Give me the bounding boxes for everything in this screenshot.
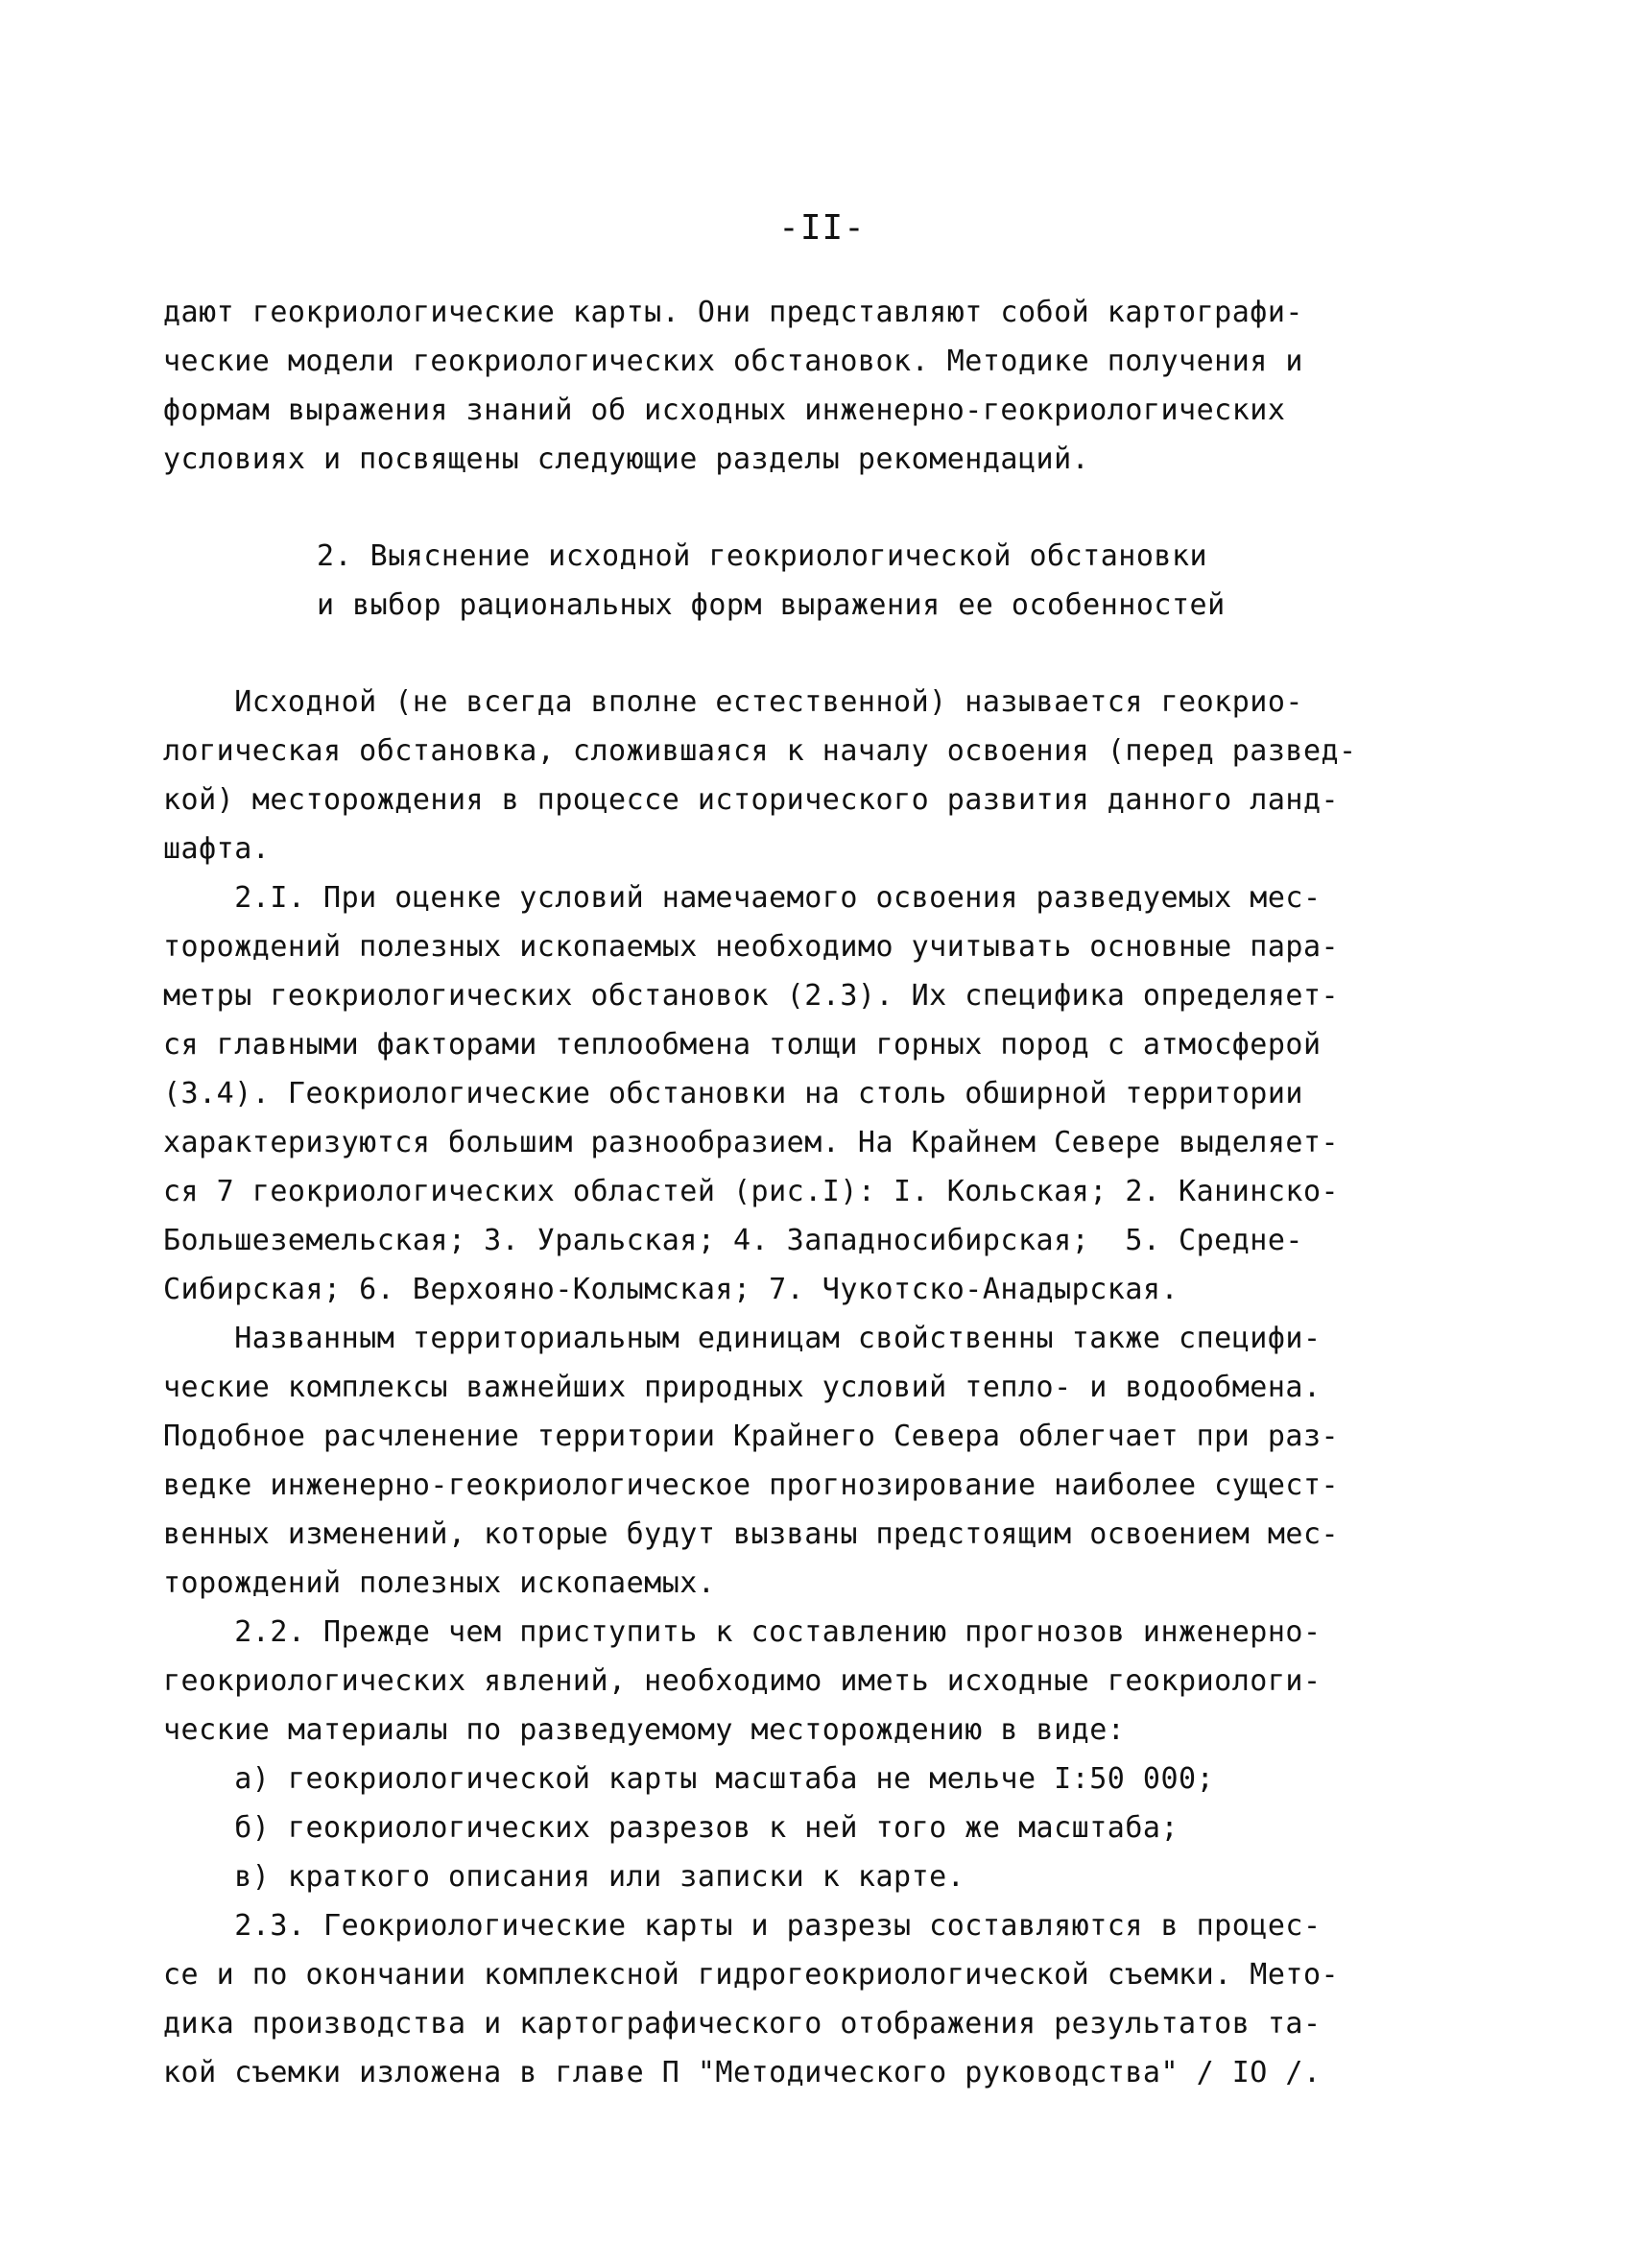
paragraph-2-3 <box>163 1901 1488 2097</box>
paragraph-definition <box>163 678 1488 873</box>
list-item-a <box>163 1755 1488 1803</box>
text-line: Сибирская; 6. Верхояно-Колымская; 7. Чукотско-Анадырская. <box>163 1273 1179 1306</box>
paragraph-2-2 <box>163 1608 1488 1755</box>
text-line: кой) месторождения в процессе исторического развития данного ланд- <box>163 783 1340 817</box>
text-line: ведке инженерно-геокриологическое прогнозирование наиболее сущест- <box>163 1468 1340 1502</box>
text-line: торождений полезных ископаемых. <box>163 1566 716 1600</box>
text-line: дают геокриологические карты. Они представляют собой картографи- <box>163 296 1303 329</box>
text-line: 2.I. При оценке условий намечаемого освоения разведуемых мес- <box>163 881 1322 915</box>
paragraph-regions <box>163 1314 1488 1608</box>
text-line: геокриологических явлений, необходимо иметь исходные геокриологи- <box>163 1664 1322 1698</box>
text-line: ческие материалы по разведуемому месторождению в виде: <box>163 1713 1126 1747</box>
text-line: условиях и посвящены следующие разделы рекомендаций. <box>163 442 1090 476</box>
text-line: логическая обстановка, сложившаяся к началу освоения (перед развед- <box>163 734 1357 768</box>
text-line: а) геокриологической карты масштаба не мельче I:50 000; <box>163 1762 1215 1796</box>
text-line: кой съемки изложена в главе П "Методического руководства" / IO /. <box>163 2056 1322 2089</box>
text-line: Исходной (не всегда вполне естественной) называется геокрио- <box>163 685 1303 719</box>
text-line: ческие комплексы важнейших природных условий тепло- и водообмена. <box>163 1371 1322 1404</box>
heading-line: 2. Выяснение исходной геокриологической обстановки <box>317 539 1208 573</box>
text-line: в) краткого описания или записки к карте. <box>163 1860 965 1894</box>
text-line: 2.2. Прежде чем приступить к составлению прогнозов инженерно- <box>163 1615 1322 1649</box>
list-item-v <box>163 1852 1488 1901</box>
text-line: дика производства и картографического отображения результатов та- <box>163 2007 1322 2041</box>
text-line: Подобное расчленение территории Крайнего Севера облегчает при раз- <box>163 1420 1340 1453</box>
paragraph-2-1 <box>163 873 1488 1314</box>
list-item-b <box>163 1803 1488 1852</box>
text-line: торождений полезных ископаемых необходимо учитывать основные пара- <box>163 930 1340 964</box>
continuation-paragraph <box>163 288 1488 484</box>
text-line: Названным территориальным единицам свойственны также специфи- <box>163 1322 1322 1355</box>
text-line: Большеземельская; 3. Уральская; 4. Западносибирская; 5. Средне- <box>163 1224 1303 1257</box>
text-line: (3.4). Геокриологические обстановки на столь обширной территории <box>163 1077 1303 1110</box>
text-line: формам выражения знаний об исходных инженерно-геокриологических <box>163 394 1286 427</box>
text-line: се и по окончании комплексной гидрогеокриологической съемки. Мето- <box>163 1958 1340 1992</box>
text-line: метры геокриологических обстановок (2.3). Их специфика определяет- <box>163 979 1340 1013</box>
text-line: 2.3. Геокриологические карты и разрезы составляются в процес- <box>163 1909 1322 1943</box>
text-line: характеризуются большим разнообразием. На Крайнем Севере выделяет- <box>163 1126 1340 1159</box>
text-line: шафта. <box>163 832 271 866</box>
page-number: -II- <box>778 208 866 248</box>
section-heading <box>163 532 1488 630</box>
text-line: ся 7 геокриологических областей (рис.I): I. Кольская; 2. Канинско- <box>163 1175 1340 1208</box>
text-line: ческие модели геокриологических обстановок. Методике получения и <box>163 345 1303 378</box>
text-line: ся главными факторами теплообмена толщи горных пород с атмосферой <box>163 1028 1322 1062</box>
page-content <box>163 288 1488 2097</box>
heading-line: и выбор рациональных форм выражения ее особенностей <box>317 588 1226 622</box>
text-line: венных изменений, которые будут вызваны предстоящим освоением мес- <box>163 1517 1340 1551</box>
text-line: б) геокриологических разрезов к ней того же масштаба; <box>163 1811 1179 1845</box>
